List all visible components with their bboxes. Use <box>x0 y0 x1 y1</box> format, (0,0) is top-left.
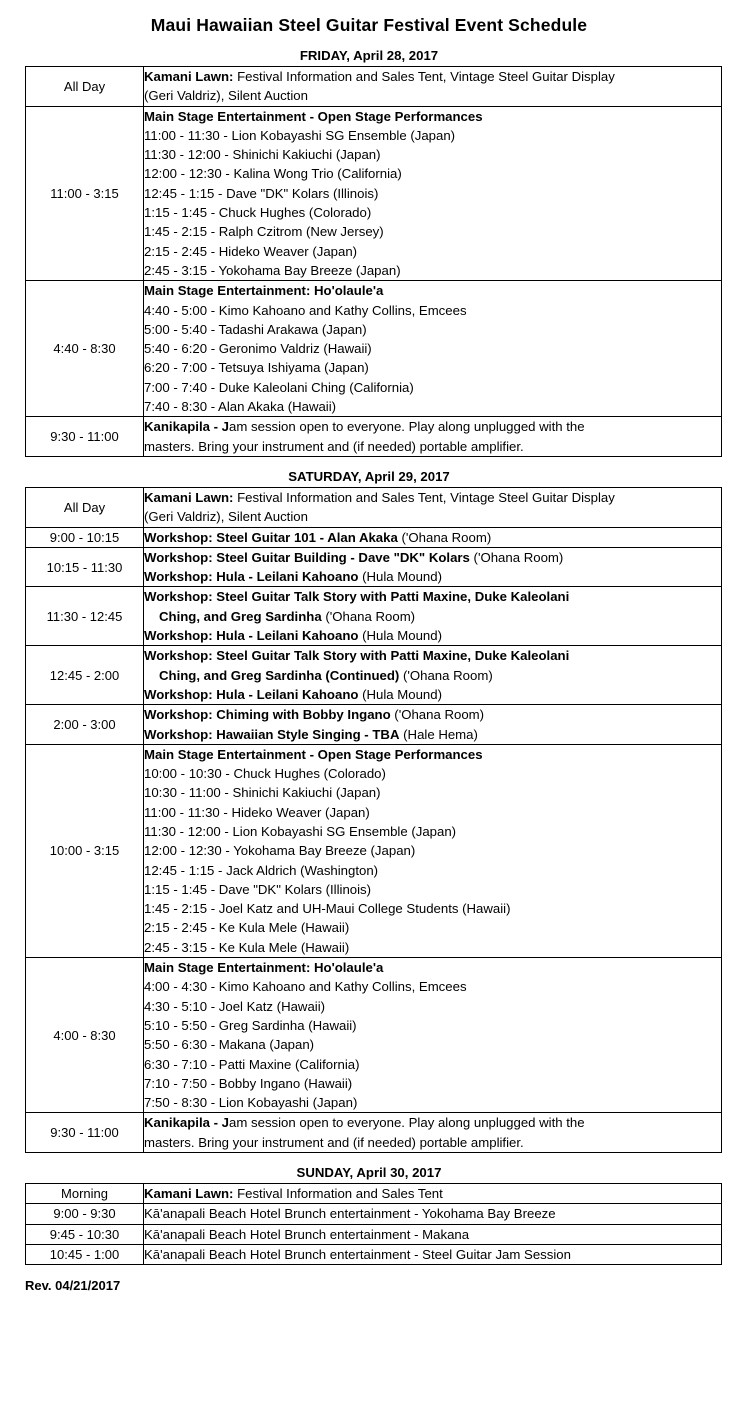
event-line-emphasis: Main Stage Entertainment - Open Stage Performances <box>144 108 483 124</box>
table-row <box>26 958 722 1113</box>
day-header: FRIDAY, April 28, 2017 <box>299 48 439 63</box>
event-line <box>144 107 721 126</box>
event-detail <box>144 744 722 957</box>
event-line <box>144 320 721 339</box>
event-line-text: am session open to everyone. Play along unplugged with the <box>229 1115 585 1131</box>
event-line-text: Kā'anapali Beach Hotel Brunch entertainment - Makana <box>144 1226 470 1242</box>
event-line <box>144 880 721 899</box>
event-line-text: Kā'anapali Beach Hotel Brunch entertainment - Steel Guitar Jam Session <box>144 1246 571 1262</box>
event-detail <box>144 487 722 527</box>
event-line-text: ('Ohana Room) <box>397 529 492 545</box>
event-line <box>144 1035 721 1054</box>
table-row <box>26 1204 722 1224</box>
event-line <box>144 488 721 507</box>
table-row <box>26 1184 722 1204</box>
event-time: 11:00 - 3:15 <box>26 106 144 281</box>
event-line-emphasis: Kanikapila - J <box>144 1115 230 1131</box>
event-line <box>144 1225 721 1244</box>
table-row <box>26 587 722 646</box>
event-line <box>144 899 721 918</box>
event-line-emphasis: Workshop: Steel Guitar Building - Dave "DK" Kolars <box>144 549 470 565</box>
event-line <box>144 145 721 164</box>
event-line <box>144 184 721 203</box>
page-title: Maui Hawaiian Steel Guitar Festival Event Schedule <box>150 15 588 35</box>
event-line <box>144 1113 721 1132</box>
event-detail <box>144 705 722 745</box>
event-line-text: 7:50 - 8:30 - Lion Kobayashi (Japan) <box>144 1095 358 1111</box>
event-line-text: 2:15 - 2:45 - Ke Kula Mele (Hawaii) <box>144 920 350 936</box>
event-time: 2:00 - 3:00 <box>26 705 144 745</box>
event-line-emphasis: Ching, and Greg Sardinha <box>159 608 322 624</box>
event-line-emphasis: Kanikapila - J <box>144 419 230 435</box>
event-line <box>144 764 721 783</box>
event-line-text: 2:45 - 3:15 - Ke Kula Mele (Hawaii) <box>144 939 350 955</box>
table-row <box>26 487 722 527</box>
event-time: 10:00 - 3:15 <box>26 744 144 957</box>
event-line <box>144 397 721 416</box>
event-time: 4:40 - 8:30 <box>26 281 144 417</box>
event-line-emphasis: Workshop: Hula - Leilani Kahoano <box>144 686 359 702</box>
event-line-emphasis: Main Stage Entertainment: Ho'olaule'a <box>144 960 384 976</box>
event-line <box>144 222 721 241</box>
event-line <box>144 417 721 436</box>
table-row <box>26 1113 722 1153</box>
event-line-text: 5:40 - 6:20 - Geronimo Valdriz (Hawaii) <box>144 341 372 357</box>
event-line <box>144 281 721 300</box>
event-line <box>144 1133 721 1152</box>
event-line-text: 12:45 - 1:15 - Dave "DK" Kolars (Illinois) <box>144 185 379 201</box>
day-header: SATURDAY, April 29, 2017 <box>288 468 450 484</box>
event-line <box>144 548 721 567</box>
day-sections <box>0 47 738 1265</box>
event-line <box>144 666 721 685</box>
event-time: 9:00 - 9:30 <box>26 1204 144 1224</box>
event-line-text: 5:00 - 5:40 - Tadashi Arakawa (Japan) <box>144 321 367 337</box>
event-line-text: 11:00 - 11:30 - Hideko Weaver (Japan) <box>144 804 370 820</box>
event-line-emphasis: Workshop: Chiming with Bobby Ingano <box>144 707 391 723</box>
table-row <box>26 744 722 957</box>
event-line <box>144 358 721 377</box>
event-line-text: 6:20 - 7:00 - Tetsuya Ishiyama (Japan) <box>144 360 369 376</box>
event-detail <box>144 587 722 646</box>
event-line-text: (Geri Valdriz), Silent Auction <box>144 88 308 104</box>
event-time: 9:30 - 11:00 <box>26 417 144 457</box>
event-line <box>144 126 721 145</box>
event-time: 9:45 - 10:30 <box>26 1224 144 1244</box>
event-detail <box>144 417 722 457</box>
event-line-text: 12:00 - 12:30 - Yokohama Bay Breeze (Japan) <box>144 843 416 859</box>
table-row <box>26 527 722 547</box>
event-line <box>144 67 721 86</box>
event-line <box>144 861 721 880</box>
event-line <box>144 1184 721 1203</box>
event-line-text: 11:00 - 11:30 - Lion Kobayashi SG Ensemble (Japan) <box>144 127 456 143</box>
schedule-page <box>0 14 738 1294</box>
event-line <box>144 164 721 183</box>
event-line-emphasis: Workshop: Hula - Leilani Kahoano <box>144 628 359 644</box>
event-line <box>144 507 721 526</box>
event-time: 10:45 - 1:00 <box>26 1244 144 1264</box>
event-line-text: 10:00 - 10:30 - Chuck Hughes (Colorado) <box>144 766 386 782</box>
table-row <box>26 281 722 417</box>
event-line <box>144 745 721 764</box>
event-detail <box>144 646 722 705</box>
event-line-text: masters. Bring your instrument and (if needed) portable amplifier. <box>144 438 524 454</box>
event-line-text: 7:00 - 7:40 - Duke Kaleolani Ching (California) <box>144 379 414 395</box>
event-line-text: Festival Information and Sales Tent <box>233 1186 443 1202</box>
event-line-text: (Hula Mound) <box>358 569 442 585</box>
event-line <box>144 783 721 802</box>
event-detail <box>144 281 722 417</box>
event-line-text: Festival Information and Sales Tent, Vintage Steel Guitar Display <box>233 489 615 505</box>
event-line-text: 2:15 - 2:45 - Hideko Weaver (Japan) <box>144 243 358 259</box>
event-line-text: 12:00 - 12:30 - Kalina Wong Trio (California) <box>144 166 402 182</box>
event-detail <box>144 547 722 587</box>
table-row <box>26 106 722 281</box>
event-line-text: ('Ohana Room) <box>321 608 416 624</box>
event-line <box>144 378 721 397</box>
event-line <box>144 1245 721 1264</box>
event-line-text: 5:10 - 5:50 - Greg Sardinha (Hawaii) <box>144 1017 357 1033</box>
table-row <box>26 547 722 587</box>
event-line <box>144 607 721 626</box>
event-line-emphasis: Ching, and Greg Sardinha (Continued) <box>159 667 400 683</box>
event-line-text: (Hula Mound) <box>358 686 442 702</box>
event-line <box>144 803 721 822</box>
event-line-text: 4:40 - 5:00 - Kimo Kahoano and Kathy Collins, Emcees <box>144 302 467 318</box>
event-detail <box>144 1224 722 1244</box>
event-line-text: ('Ohana Room) <box>469 549 564 565</box>
event-line <box>144 261 721 280</box>
event-line-text: 7:40 - 8:30 - Alan Akaka (Hawaii) <box>144 399 337 415</box>
event-line <box>144 1055 721 1074</box>
event-line-text: 10:30 - 11:00 - Shinichi Kakiuchi (Japan) <box>144 785 381 801</box>
event-line-emphasis: Main Stage Entertainment - Open Stage Performances <box>144 746 483 762</box>
table-row <box>26 1224 722 1244</box>
event-time: 12:45 - 2:00 <box>26 646 144 705</box>
event-line-text: 1:15 - 1:45 - Dave "DK" Kolars (Illinois) <box>144 881 372 897</box>
event-line-text: 5:50 - 6:30 - Makana (Japan) <box>144 1037 315 1053</box>
event-line-text: 1:45 - 2:15 - Ralph Czitrom (New Jersey) <box>144 224 384 240</box>
revision-footer: Rev. 04/21/2017 <box>25 1278 121 1294</box>
event-line-text: 6:30 - 7:10 - Patti Maxine (California) <box>144 1056 360 1072</box>
event-detail <box>144 958 722 1113</box>
event-line-text: 7:10 - 7:50 - Bobby Ingano (Hawaii) <box>144 1075 353 1091</box>
event-line-text: ('Ohana Room) <box>390 707 485 723</box>
event-line <box>144 841 721 860</box>
event-line-text: ('Ohana Room) <box>399 667 493 683</box>
event-time: All Day <box>26 67 144 107</box>
event-line-emphasis: Workshop: Hula - Leilani Kahoano <box>144 569 359 585</box>
event-line-text: 4:30 - 5:10 - Joel Katz (Hawaii) <box>144 998 326 1014</box>
event-line <box>144 822 721 841</box>
event-detail <box>144 1113 722 1153</box>
schedule-table <box>25 487 722 1153</box>
event-line-emphasis: Kamani Lawn: <box>144 489 234 505</box>
event-line <box>144 685 721 704</box>
event-line-text: masters. Bring your instrument and (if needed) portable amplifier. <box>144 1134 524 1150</box>
event-line-text: Festival Information and Sales Tent, Vintage Steel Guitar Display <box>233 69 615 84</box>
event-line <box>144 1204 721 1223</box>
event-time: 9:30 - 11:00 <box>26 1113 144 1153</box>
event-line <box>144 958 721 977</box>
event-line-text: (Geri Valdriz), Silent Auction <box>144 509 308 525</box>
event-line <box>144 1093 721 1112</box>
event-line-text: 4:00 - 4:30 - Kimo Kahoano and Kathy Collins, Emcees <box>144 979 467 995</box>
event-line-emphasis: Kamani Lawn: <box>144 69 234 84</box>
event-detail <box>144 527 722 547</box>
event-line-emphasis: Main Stage Entertainment: Ho'olaule'a <box>144 283 384 299</box>
table-row <box>26 417 722 457</box>
event-time: 11:30 - 12:45 <box>26 587 144 646</box>
event-line-text: 11:30 - 12:00 - Lion Kobayashi SG Ensemble (Japan) <box>144 823 457 839</box>
event-detail <box>144 1204 722 1224</box>
event-line <box>144 437 721 456</box>
table-row <box>26 646 722 705</box>
event-line <box>144 587 721 606</box>
event-line-text: 1:45 - 2:15 - Joel Katz and UH-Maui College Students (Hawaii) <box>144 901 511 917</box>
event-line-text: 1:15 - 1:45 - Chuck Hughes (Colorado) <box>144 205 372 221</box>
event-time: 4:00 - 8:30 <box>26 958 144 1113</box>
event-line <box>144 626 721 645</box>
event-line-emphasis: Workshop: Hawaiian Style Singing - TBA <box>144 726 400 742</box>
event-time: 9:00 - 10:15 <box>26 527 144 547</box>
event-line <box>144 1016 721 1035</box>
event-line <box>144 242 721 261</box>
event-line <box>144 301 721 320</box>
event-line-text: am session open to everyone. Play along unplugged with the <box>229 419 585 435</box>
event-line-text: Kā'anapali Beach Hotel Brunch entertainment - Yokohama Bay Breeze <box>144 1206 556 1222</box>
event-line <box>144 977 721 996</box>
event-line <box>144 339 721 358</box>
event-line-text: (Hula Mound) <box>358 628 442 644</box>
event-detail <box>144 1244 722 1264</box>
event-detail <box>144 1184 722 1204</box>
table-row <box>26 705 722 745</box>
event-detail <box>144 67 722 107</box>
event-line <box>144 997 721 1016</box>
event-line-text: 11:30 - 12:00 - Shinichi Kakiuchi (Japan) <box>144 147 381 163</box>
event-time: Morning <box>26 1184 144 1204</box>
event-line-emphasis: Workshop: Steel Guitar Talk Story with Patti Maxine, Duke Kaleolani <box>144 648 570 664</box>
event-line-text: 2:45 - 3:15 - Yokohama Bay Breeze (Japan) <box>144 262 401 278</box>
event-line-emphasis: Workshop: Steel Guitar 101 - Alan Akaka <box>144 529 398 545</box>
table-row <box>26 1244 722 1264</box>
event-detail <box>144 106 722 281</box>
event-time: All Day <box>26 487 144 527</box>
schedule-table <box>25 66 722 457</box>
event-line <box>144 203 721 222</box>
event-line <box>144 567 721 586</box>
event-line-text: 12:45 - 1:15 - Jack Aldrich (Washington) <box>144 862 379 878</box>
event-line-text: (Hale Hema) <box>399 726 478 742</box>
event-line <box>144 938 721 957</box>
event-line <box>144 705 721 724</box>
event-time: 10:15 - 11:30 <box>26 547 144 587</box>
event-line <box>144 918 721 937</box>
schedule-table <box>25 1183 722 1265</box>
event-line-emphasis: Workshop: Steel Guitar Talk Story with Patti Maxine, Duke Kaleolani <box>144 589 570 605</box>
event-line <box>144 646 721 665</box>
table-row <box>26 67 722 107</box>
day-header: SUNDAY, April 30, 2017 <box>296 1165 442 1181</box>
event-line <box>144 528 721 547</box>
event-line <box>144 725 721 744</box>
event-line-emphasis: Kamani Lawn: <box>144 1186 234 1202</box>
event-line <box>144 86 721 105</box>
event-line <box>144 1074 721 1093</box>
